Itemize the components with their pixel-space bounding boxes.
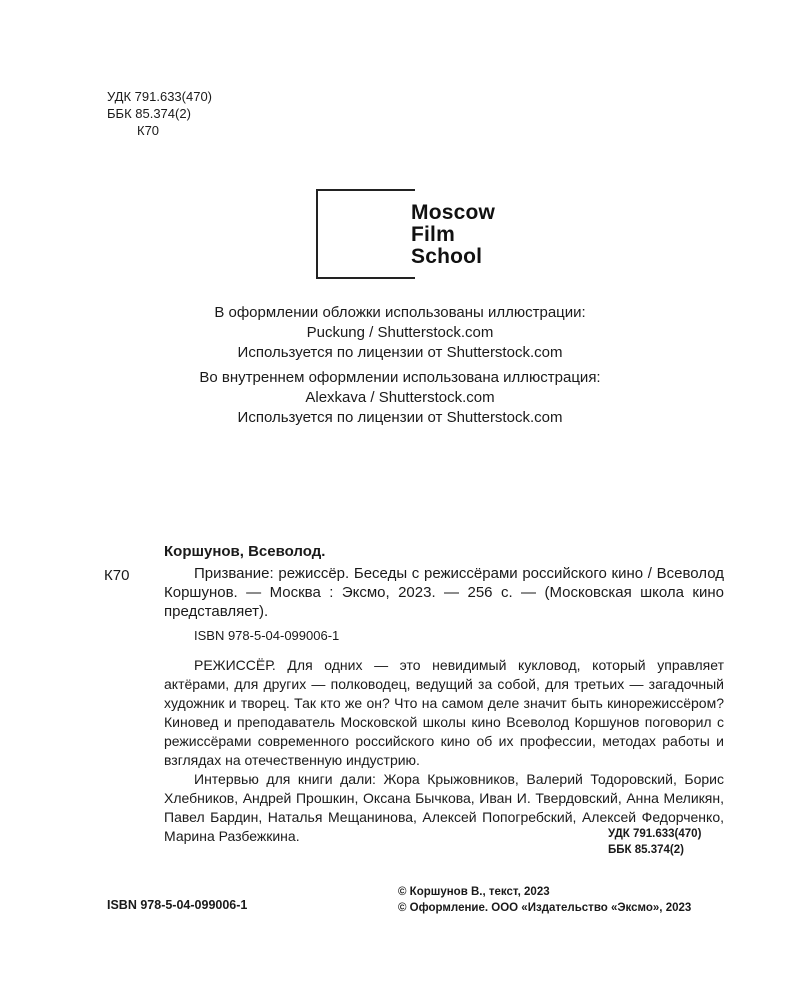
bbk-code: ББК 85.374(2) [107,106,191,121]
udk-code: УДК 791.633(470) [107,89,213,104]
cover-credits-line-1: В оформлении обложки использованы иллюстрации: [214,304,586,321]
cover-credits [0,303,800,363]
copyright-design: © Оформление. ООО «Издательство «Эксмо», 2023 [398,902,692,914]
catalog-annotation-block [164,656,724,846]
logo-line-2: Film [411,223,455,246]
catalog-annotation: РЕЖИССЁР. Для одних — это невидимый кукловод, который управляет актёрами, для других — полководец, ведущий за собой, для третьих — загадочный художник и творец. Так кто же он? Что на самом деле значит быть кинорежиссёром? Киновед и преподаватель Московской школы кино Всеволод Коршунов поговорил с режиссёрами современного российского кино об их профессии, методах работы и взглядах на отечественную индустрию. [164,657,724,768]
classification-bottom [608,826,701,858]
author-mark: К70 [137,123,160,138]
logo-frame [316,189,415,279]
catalog-author: Коршунов, Всеволод. [164,543,326,560]
interior-credits [0,368,800,428]
classification-top [107,88,212,139]
copyright-block [398,884,691,916]
logo-line-1: Moscow [411,201,496,224]
catalog-description: Призвание: режиссёр. Беседы с режиссёрами российского кино / Всеволод Коршунов. — Москва : Эксмо, 2023. — 256 с. — (Московская школа кино представляет). [164,565,724,620]
catalog-author-mark: К70 [104,567,130,584]
udk-code-bottom: УДК 791.633(470) [608,828,702,840]
interior-credits-line-1: Во внутреннем оформлении использована иллюстрация: [199,369,601,386]
catalog-isbn: ISBN 978-5-04-099006-1 [194,628,340,643]
bbk-code-bottom: ББК 85.374(2) [608,844,684,856]
interior-credits-line-3: Используется по лицензии от Shutterstock.com [237,409,563,426]
cover-credits-line-3: Используется по лицензии от Shutterstock.com [237,344,563,361]
interior-credits-line-2: Alexkava / Shutterstock.com [305,389,495,406]
cover-credits-line-2: Puckung / Shutterstock.com [306,324,494,341]
footer-isbn: ISBN 978-5-04-099006-1 [107,898,248,912]
moscow-film-school-logo [411,202,495,268]
copyright-text: © Коршунов В., текст, 2023 [398,886,550,898]
logo-line-3: School [411,245,483,268]
catalog-interviews: Интервью для книги дали: Жора Крыжовников, Валерий Тодоровский, Борис Хлебников, Андрей Прошкин, Оксана Бычкова, Иван И. Твердовский, Анна Меликян, Павел Бардин, Наталья Мещанинова, Алексей Попогребский, Алексей Федорченко, Марина Разбежкина. [164,771,724,844]
